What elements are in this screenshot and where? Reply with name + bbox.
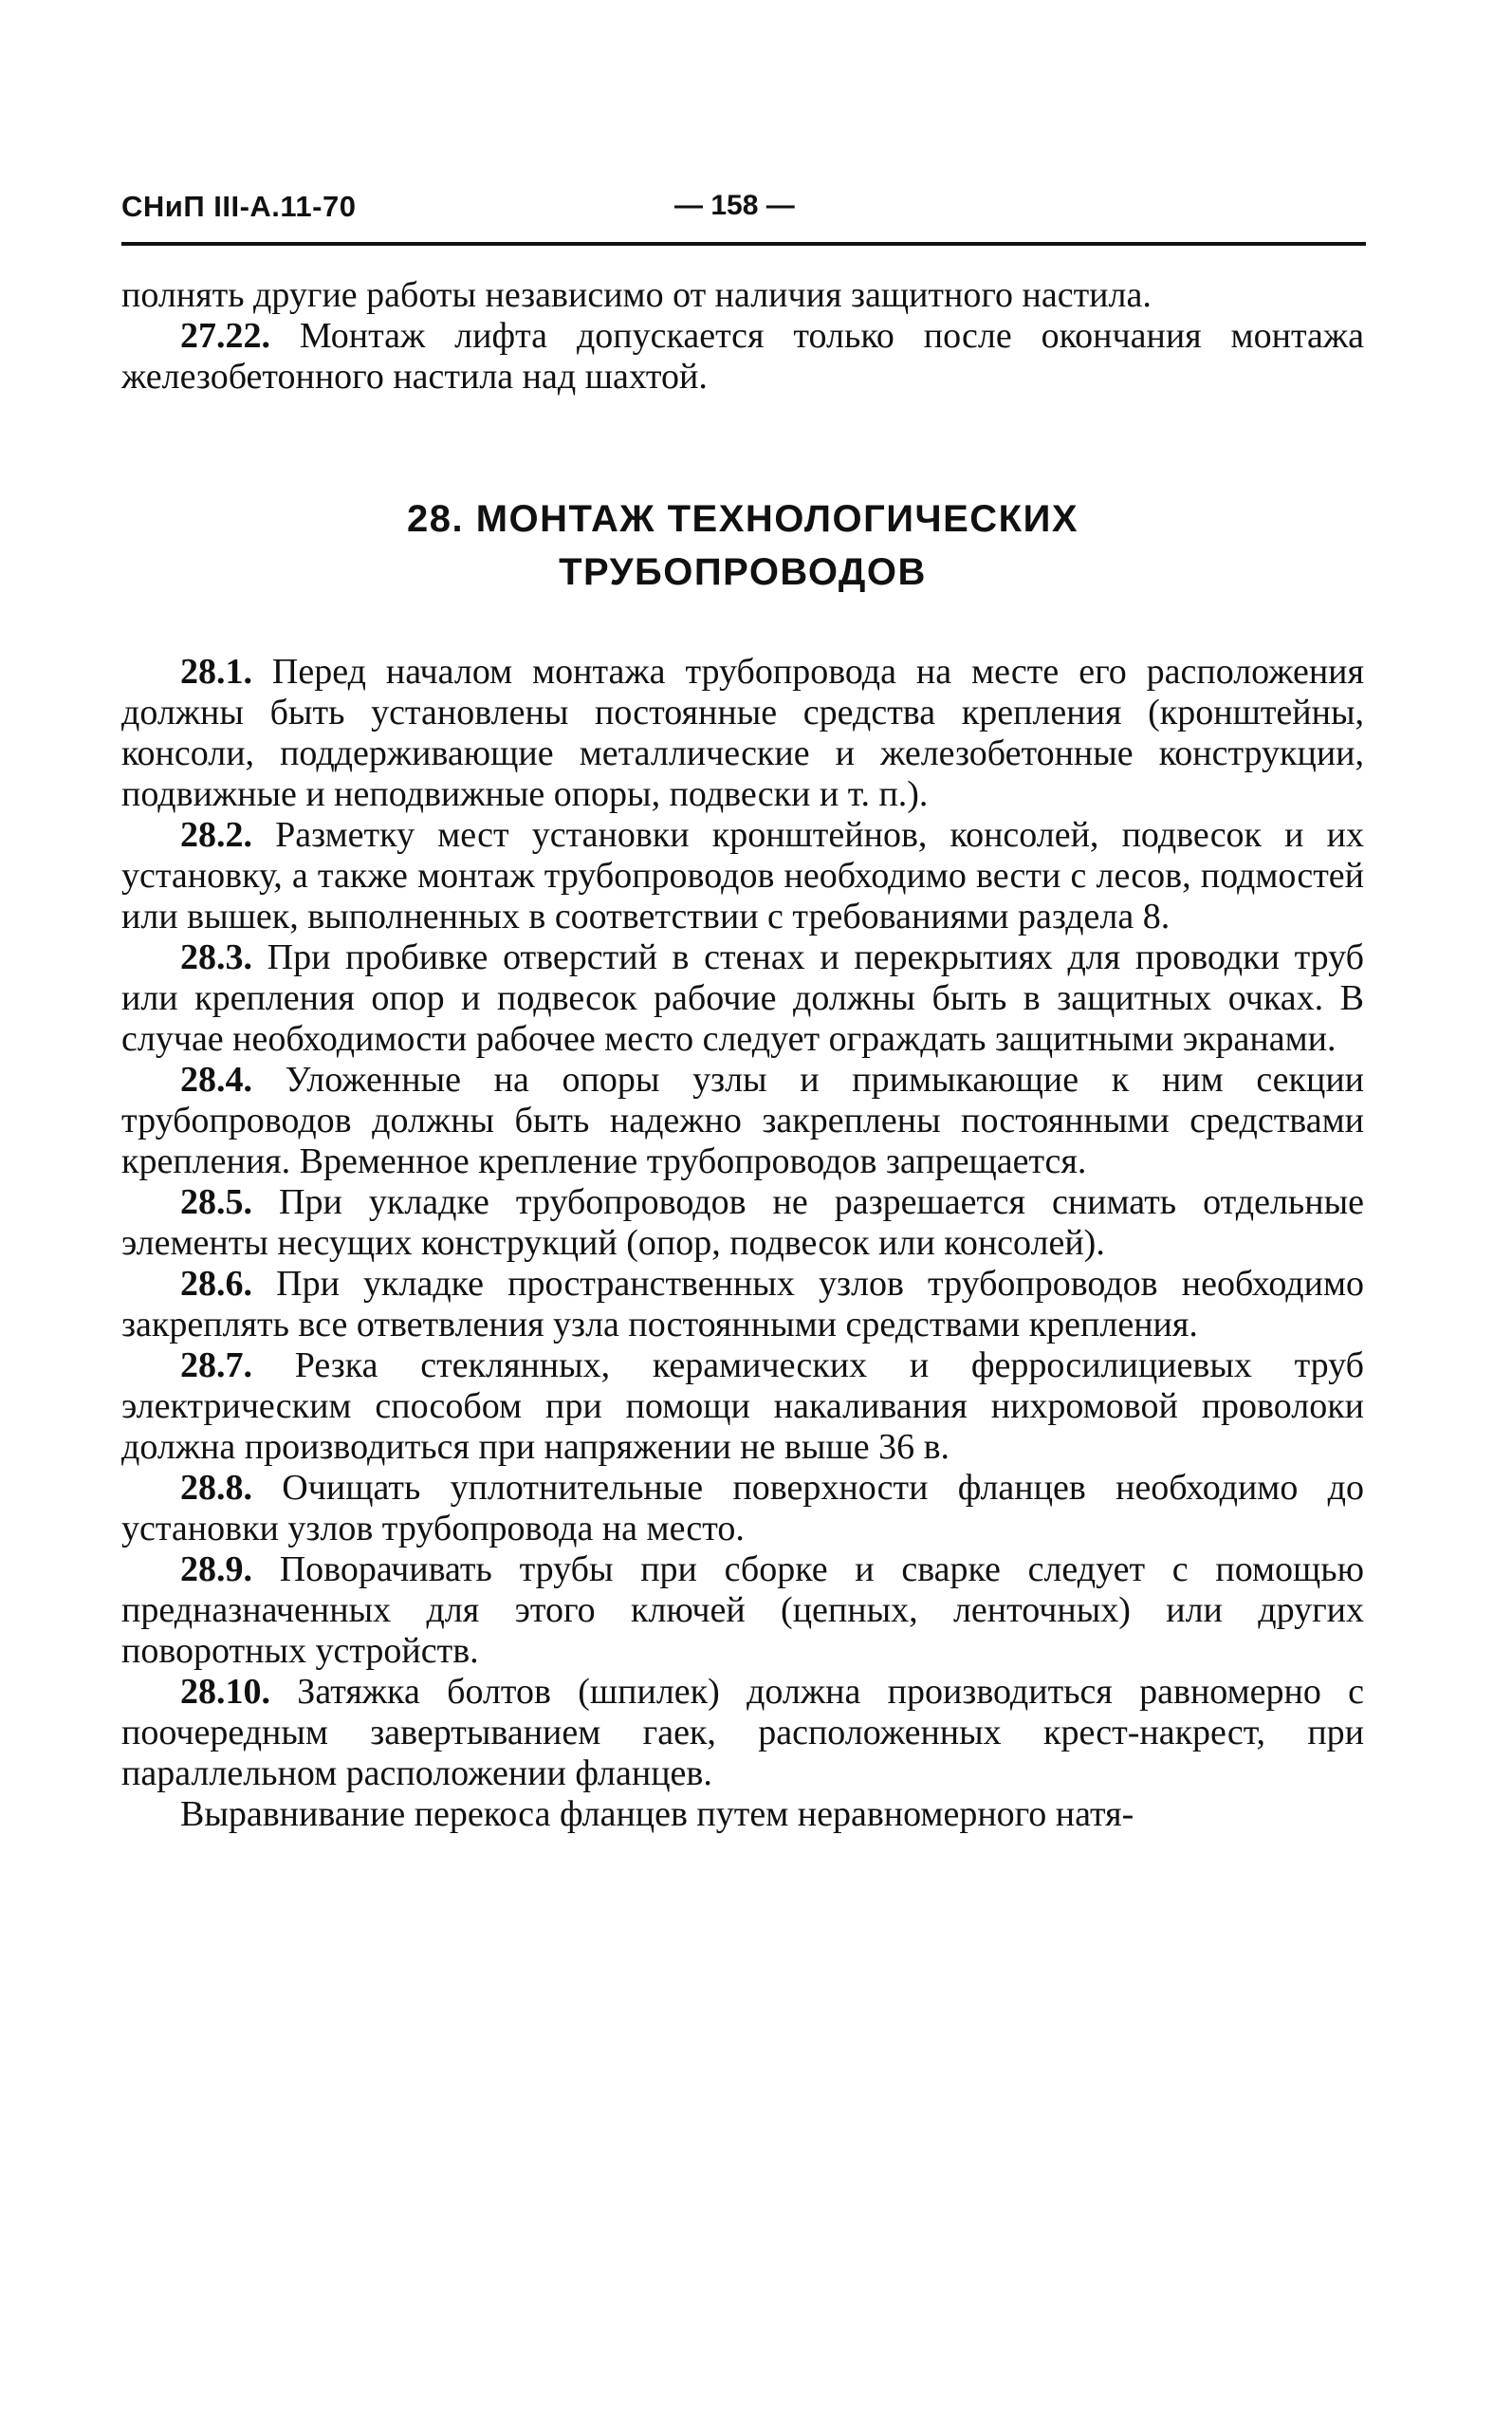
clause-28-7 (121, 1345, 1364, 1468)
clause-text: При укладке трубопроводов не разрешается снимать отдельные элементы несущих конструкций (опор, подвесок или консолей). (121, 1182, 1364, 1263)
clause-text: Затяжка болтов (шпилек) должна производиться равномерно с поочередным завертыванием гаек, расположенных крест-накрест, при параллельном расположении фланцев. (121, 1672, 1364, 1793)
header-rule (121, 242, 1366, 246)
clause-28-5 (121, 1182, 1364, 1264)
clause-number: 28.9. (180, 1549, 252, 1589)
clause-number: 28.3. (180, 937, 252, 977)
running-header (121, 190, 1364, 237)
body-text (121, 275, 1364, 1835)
clause-28-3 (121, 937, 1364, 1060)
page-number: — 158 — (674, 190, 795, 221)
section-title-line-2: ТРУБОПРОВОДОВ (559, 551, 927, 593)
clause-28-4 (121, 1060, 1364, 1182)
clause-number: 28.8. (180, 1468, 252, 1508)
clause-number: 27.22. (180, 316, 270, 356)
carryover-paragraph: полнять другие работы независимо от наличия защитного настила. (121, 275, 1152, 315)
clause-28-2 (121, 815, 1364, 937)
clause-number: 28.6. (180, 1264, 252, 1304)
clause-number: 28.5. (180, 1182, 252, 1222)
clause-text: Уложенные на опоры узлы и примыкающие к ним секции трубопроводов должны быть надежно закреплены постоянными средствами крепления. Временное крепление трубопроводов запрещается. (121, 1060, 1364, 1181)
section-title-line-1: 28. МОНТАЖ ТЕХНОЛОГИЧЕСКИХ (406, 498, 1079, 540)
clause-28-9 (121, 1549, 1364, 1672)
clause-text: Разметку мест установки кронштейнов, консолей, подвесок и их установку, а также монтаж трубопроводов необходимо вести с лесов, подмостей или вышек, выполненных в соответствии с требованиями раздела 8. (121, 815, 1364, 936)
document-code: СНиП III-А.11-70 (121, 190, 357, 223)
clause-28-10 (121, 1672, 1364, 1794)
clause-text: При укладке пространственных узлов трубопроводов необходимо закреплять все ответвления узла постоянными средствами крепления. (121, 1264, 1364, 1344)
clause-text: Поворачивать трубы при сборке и сварке следует с помощью предназначенных для этого ключей (цепных, ленточных) или других поворотных устройств. (121, 1549, 1364, 1671)
section-heading (121, 492, 1364, 599)
clause-number: 28.7. (180, 1345, 252, 1385)
clause-text: Резка стеклянных, керамических и ферросилициевых труб электрическим способом при помощи накаливания нихромовой проволоки должна производиться при напряжении не выше 36 в. (121, 1345, 1364, 1467)
clause-27-22 (121, 316, 1364, 398)
clause-28-6 (121, 1264, 1364, 1345)
final-paragraph: Выравнивание перекоса фланцев путем неравномерного натя- (180, 1794, 1134, 1834)
clause-text: Монтаж лифта допускается только после окончания монтажа железобетонного настила над шахтой. (121, 316, 1364, 397)
clause-number: 28.2. (180, 815, 252, 855)
clause-number: 28.4. (180, 1060, 252, 1100)
clause-text: Очищать уплотнительные поверхности фланцев необходимо до установки узлов трубопровода на место. (121, 1468, 1364, 1548)
clause-28-1 (121, 652, 1364, 815)
clause-28-8 (121, 1468, 1364, 1549)
clause-text: При пробивке отверстий в стенах и перекрытиях для проводки труб или крепления опор и подвесок рабочие должны быть в защитных очках. В случае необходимости рабочее место следует ограждать защитными экранами. (121, 937, 1364, 1059)
clause-number: 28.10. (180, 1672, 270, 1712)
clause-number: 28.1. (180, 652, 252, 692)
clause-text: Перед началом монтажа трубопровода на месте его расположения должны быть установлены постоянные средства крепления (кронштейны, консоли, поддерживающие металлические и железобетонные конструкции, подвижные и неподвижные опоры, подвески и т. п.). (121, 652, 1364, 814)
